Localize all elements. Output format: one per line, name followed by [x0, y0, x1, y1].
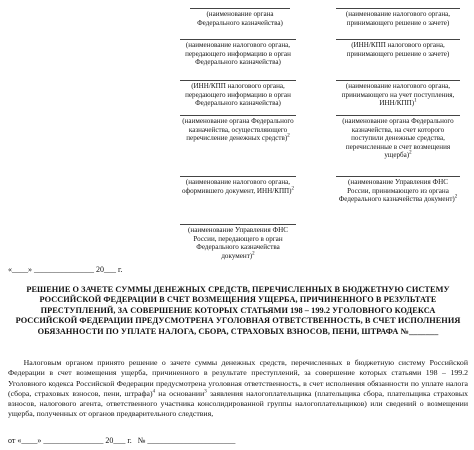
- footnote-mark: 2: [409, 151, 412, 157]
- field-caption: (ИНН/КПП налогового органа, передающего информацию в орган Федерального казначейства): [185, 82, 291, 108]
- left-field-fns-department-sender: [180, 224, 296, 260]
- left-field-sender-inn-kpp: [180, 80, 296, 108]
- body-paragraph: [8, 358, 468, 420]
- right-field-receiving-tax-authority: [336, 80, 460, 108]
- field-caption: (наименование налогового органа, принимающего решение о зачете): [345, 10, 451, 27]
- field-caption: (наименование Управления ФНС России, передающего в орган Федерального казначейства документ): [188, 226, 288, 260]
- right-field-deciding-inn-kpp: [336, 39, 460, 58]
- footnote-mark: 2: [287, 133, 290, 139]
- footnote-mark: 2: [454, 194, 458, 200]
- right-field-fns-department-receiver: [336, 176, 460, 204]
- application-date-number-line: от «____» _______________ 20___ г. № ______________________: [8, 436, 236, 445]
- footnote-mark: 3: [204, 389, 207, 395]
- footnote-mark: 1: [414, 98, 417, 104]
- body-text-part: на основании: [155, 388, 205, 398]
- date-line: «____» _______________ 20___ г.: [8, 265, 123, 274]
- body-text-part: заявления налогоплательщика (плательщика сбора, плательщика страховых взносов, налогового агента, ответственного участника консолидированной группы налогоплательщиков) или сведений о возмещении ущерба, полученных от органов предварительного следствия,: [8, 388, 468, 419]
- left-field-tax-authority-sender: [180, 39, 296, 67]
- footnote-mark: 2: [291, 186, 295, 192]
- right-field-fed-treasury-receiving: [336, 115, 460, 160]
- field-caption: (наименование налогового органа, оформившего документ, ИНН/КПП): [181, 178, 292, 195]
- document-title: РЕШЕНИЕ О ЗАЧЕТЕ СУММЫ ДЕНЕЖНЫХ СРЕДСТВ, ПЕРЕЧИСЛЕННЫХ В БЮДЖЕТНУЮ СИСТЕМУ РОССИЙСКОЙ ФЕДЕРАЦИИ В СЧЕТ ВОЗМЕЩЕНИЯ УЩЕРБА, ПРИЧИНЕННОГО В РЕЗУЛЬТАТЕ ПРЕСТУПЛЕНИЙ, ЗА СОВЕРШЕНИЕ КОТОРЫХ СТАТЬЯМИ 198 – 199.2 УГОЛОВНОГО КОДЕКСА РОССИЙСКОЙ ФЕДЕРАЦИИ ПРЕДУСМОТРЕНА УГОЛОВНАЯ ОТВЕТСТВЕННОСТЬ, В СЧЕТ ИСПОЛНЕНИЯ ОБЯЗАННОСТИ ПО УПЛАТЕ НАЛОГА, СБОРА, СТРАХОВЫХ ВЗНОСОВ, ПЕНИ, ШТРАФА №_______: [15, 285, 461, 336]
- field-caption: (наименование налогового органа, принимающего на учет поступления, ИНН/КПП): [341, 82, 455, 108]
- field-caption: (наименование органа Федерального казначейства, осуществляющего перечисление денежных средств): [182, 117, 294, 143]
- field-caption: (наименование органа Федерального казначейства): [197, 10, 283, 27]
- field-caption: (наименование органа Федерального казначейства, на счет которого поступили денежные средства, перечисленные в счет возмещения ущерба): [342, 117, 454, 160]
- footnote-mark: 4: [152, 389, 156, 395]
- right-field-deciding-tax-authority: [336, 8, 460, 27]
- field-caption: (наименование налогового органа, передающего информацию в орган Федерального казначейства): [185, 41, 291, 67]
- left-field-issuing-tax-authority: [180, 176, 296, 195]
- left-field-fed-treasury-transferring: [180, 115, 296, 143]
- field-caption: (ИНН/КПП налогового органа, принимающего решение о зачете): [346, 41, 450, 58]
- left-field-fed-treasury-name: [190, 8, 290, 27]
- body-text-part: Налоговым органом принято решение о зачете суммы денежных средств, перечисленных в бюджетную систему Российской Федерации в счет возмещения ущерба, причиненного в результате преступлений, за совершение которых статьями 198 – 199.2 Уголовного кодекса Российской Федерации предусмотрена уголовная ответственность, в счет исполнения обязанности по уплате налога (сбора, страховых взносов, пени, штрафа): [8, 358, 468, 398]
- field-caption: (наименование Управления ФНС России, принимающего из органа Федерального казначейства документ): [338, 178, 455, 204]
- footnote-mark: 2: [252, 251, 255, 257]
